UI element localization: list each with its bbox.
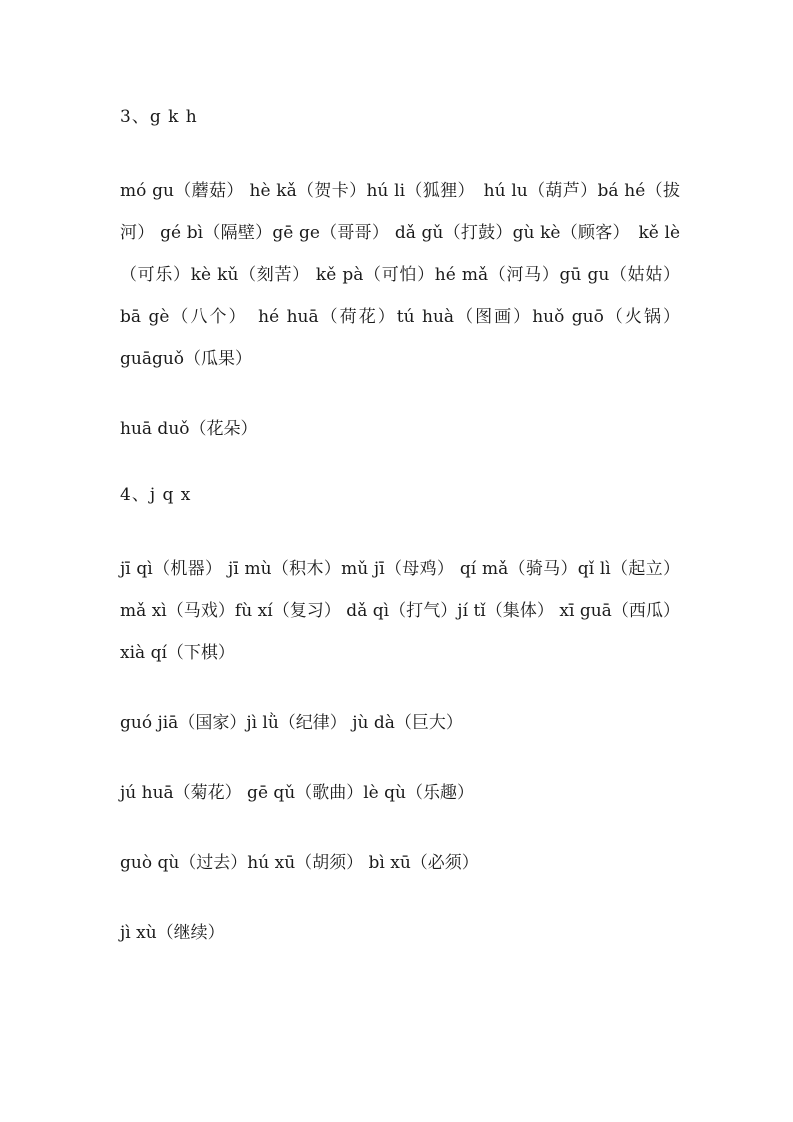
paragraph-word-list: mó gu（蘑菇） hè kǎ（贺卡）hú li（狐狸） hú lu（葫芦）bá hé（拔河） gé bì（隔壁）gē ge（哥哥） dǎ gǔ（打鼓）gù kè（顾客） kě lè（可乐）kè kǔ（刻苦） kě pà（可怕）hé mǎ（河马）gū gu（姑姑）bā gè（八个） hé huā（荷花）tú huà（图画）huǒ guō（火锅）guāguǒ（瓜果）: [120, 181, 680, 369]
section-heading-g-k-h: 3、g k h: [120, 107, 198, 127]
paragraph-word-list: jī qì（机器） jī mù（积木）mǔ jī（母鸡） qí mǎ（骑马）qǐ lì（起立） mǎ xì（马戏）fù xí（复习） dǎ qì（打气）jí tǐ（集体） xī guā（西瓜）xià qí（下棋）: [120, 559, 680, 663]
paragraph-word-list: jì xù（继续）: [120, 923, 225, 943]
paragraph-word-list: huā duǒ（花朵）: [120, 419, 258, 439]
paragraph-word-list: guò qù（过去）hú xū（胡须） bì xū（必须）: [120, 853, 479, 873]
section-heading-j-q-x: 4、j q x: [120, 485, 192, 505]
paragraph-word-list: guó jiā（国家）jì lǜ（纪律） jù dà（巨大）: [120, 713, 463, 733]
paragraph-word-list: jú huā（菊花） gē qǔ（歌曲）lè qù（乐趣）: [120, 783, 474, 803]
document-page: [120, 100, 680, 954]
